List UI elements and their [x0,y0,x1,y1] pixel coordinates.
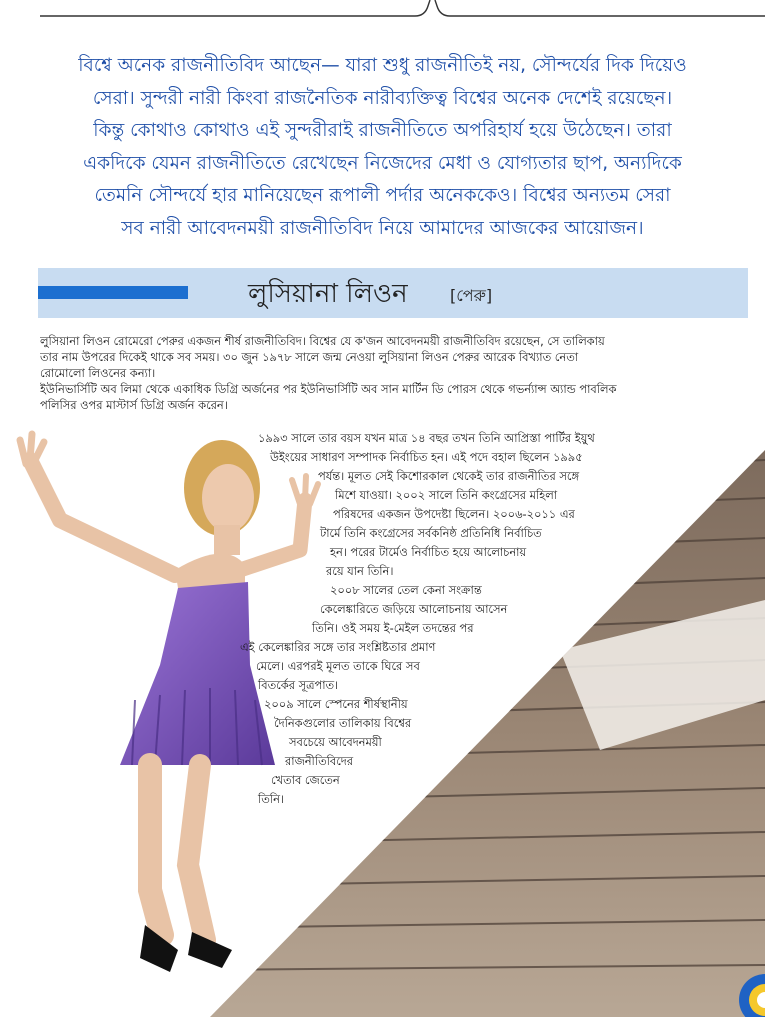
intro-line: সেরা। সুন্দরী নারী কিংবা রাজনৈতিক নারীব্যক্তিত্ব বিশ্বের অনেক দেশেই রয়েছেন। [92,87,673,109]
story-line: সবচেয়ে আবেদনময়ী [289,735,382,749]
body-line: ইউনিভার্সিটি অব লিমা থেকে একাধিক ডিগ্রি অর্জনের পর ইউনিভার্সিটি অব সান মার্টিন ডি পোরস থেকে গভর্ন্যান্স অ্যান্ড পাবলিক [40,382,617,396]
intro-line: বিশ্বে অনেক রাজনীতিবিদ আছেন— যারা শুধু রাজনীতিই নয়, সৌন্দর্যের দিক দিয়েও [78,55,687,76]
story-line: খেতাব জেতেন [271,773,340,787]
story-line: তিনি। [258,792,284,806]
profile-name-banner [38,268,748,318]
story-line: তিনি। ওই সময় ই-মেইল তদন্তের পর [312,621,474,635]
body-line: রোমোলো লিওনের কন্যা। [40,366,156,380]
story-line: কেলেঙ্কারিতে জড়িয়ে আলোচনায় আসেন [320,602,508,616]
intro-line: একদিকে যেমন রাজনীতিতে রেখেছেন নিজেদের মেধা ও যোগ্যতার ছাপ, অন্যদিকে [83,152,682,174]
intro-line: তেমনি সৌন্দর্যে হার মানিয়েছেন রূপালী পর্দার অনেককেও। বিশ্বের অন্যতম সেরা [94,185,671,206]
story-line: হন। পরের টার্মেও নির্বাচিত হয়ে আলোচনায় [330,545,527,559]
story-line: মিশে যাওয়া। ২০০২ সালে তিনি কংগ্রেসের মহিলা [335,488,558,502]
story-line: দৈনিকগুলোর তালিকায় বিশ্বের [274,716,412,730]
story-line: রাজনীতিবিদের [285,754,354,768]
story-line: টার্মে তিনি কংগ্রেসের সর্বকনিষ্ঠ প্রতিনিধি নির্বাচিত [320,526,542,540]
story-line: রয়ে যান তিনি। [326,564,394,578]
body-line: লুসিয়ানা লিওন রোমেরো পেরুর একজন শীর্ষ রাজনীতিবিদ। বিশ্বের যে ক'জন আবেদনময়ী রাজনীতিবিদ রয়েছেন, সে তালিকায় [40,334,605,348]
profile-name: লুসিয়ানা লিওন [248,279,408,309]
story-line: বিতর্কের সূত্রপাত। [258,678,339,692]
story-line: পরিষদের একজন উপদেষ্টা ছিলেন। ২০০৬-২০১১ এর [333,507,575,521]
body-paragraph-2 [40,381,762,413]
story-line: ২০০৯ সালে স্পেনের শীর্ষস্থানীয় [264,697,408,711]
body-paragraph-1 [40,333,762,381]
story-line: ১৯৯৩ সালে তার বয়স যখন মাত্র ১৪ বছর তখন তিনি আপ্রিস্তা পার্টির ইয়ুথ [258,431,595,445]
body-line: পলিসির ওপর মাস্টার্স ডিগ্রি অর্জন করেন। [40,398,228,412]
intro-line: সব নারী আবেদনময়ী রাজনীতিবিদ নিয়ে আমাদের আজকের আয়োজন। [121,217,644,239]
profile-country: [পেরু] [450,286,493,305]
story-line: মেলে। এরপরই মূলত তাকে ঘিরে সব [256,659,420,673]
story-line: উইংয়ের সাধারণ সম্পাদক নির্বাচিত হন। এই পদে বহাল ছিলেন ১৯৯৫ [270,450,583,464]
story-line: পর্যন্ত। মূলত সেই কিশোরকাল থেকেই তার রাজনীতির সঙ্গে [318,469,579,483]
story-line: ২০০৮ সালের তেল কেনা সংক্রান্ত [330,583,482,597]
banner-accent-bar [38,286,188,299]
intro-paragraph [30,50,735,245]
body-line: তার নাম উপরের দিকেই থাকে সব সময়। ৩০ জুন ১৯৭৮ সালে জন্ম নেওয়া লুসিয়ানা লিওন পেরুর আরেক বিখ্যাত নেতা [40,350,579,364]
page-top-frame [0,0,765,24]
intro-line: কিন্তু কোথাও কোথাও এই সুন্দরীরাই রাজনীতিতে অপরিহার্য হয়ে উঠেছেন। তারা [93,120,672,141]
story-line: এই কেলেঙ্কারির সঙ্গে তার সংশ্লিষ্টতার প্রমাণ [240,640,436,654]
